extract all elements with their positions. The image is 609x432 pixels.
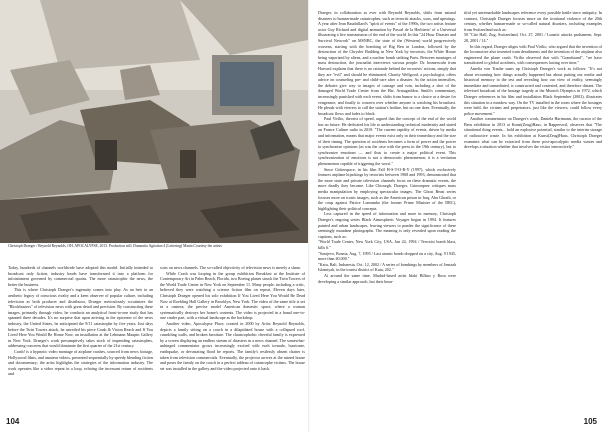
caption-quote: "Katu, Bali, Indonesia, Oct. 12, 2002 / A series of bombings by members of Jemaah Islamiyah, in the tourist district of Kuta, 202." <box>318 261 456 273</box>
page-number-left: 104 <box>6 417 20 426</box>
caption-quote: "Sarajevo, Bosnia, Aug. 7, 1995 / Last atomic bomb dropped on a city, Aug. 9 1945, more than 40,000." <box>318 250 456 262</box>
page-number-right: 105 <box>583 417 597 426</box>
paragraph: Draeger, in collaboration as ever with Reynold Reynolds, shifts from natural disasters to human-made catastrophes, such as terrorist attacks, wars, and uprisings. A year after Jean Baudrillard's "spirit of events" of the 1990s, the two artists feature actor Guy Richard and digital animation by Pascal de la Herbierie' of a Universal illustrating a live transmission of the end of the world. In this "24 Hour Disaster and Survival Network" on MSNBC, the state of the (Western) world progressively worsens, starting with the bombing of Big Ben in London, followed by the destruction of the Chrysler Building in New York by terrorists, the White House being vaporized by aliens, and a nuclear bomb striking Paris. Between montages of mass destruction, the journalist interviews various people: Dr. Immerwahr from Harvard explains that there is no rationale behind the terrorists' actions, simply that they are "evil" and should be eliminated; Charity Wellgood, a psychologist, offers advice on counseling pre- and child-care after a disaster. As the action intensifies, the debates give way to images of carnage and ruin, including a shot of the damaged World Trade Center from the Hat. Armageddon. Smith's commentary, increasingly panicked with each event, shifts from humor to a choice or a desire for vengeance, and finally to concern over whether anyone is watching his broadcast. He pleads with viewers to call the station's hotline, but no one does. Eventually, the broadcast flows and fades to black. <box>318 10 456 116</box>
paragraph: Paul Virilio, theorist of speed, argued that the concept of the end of the world has no future. He dedicated his life to understanding technical modernity and stated on France Culture radio in 2010: "The current rapidity of events, driven by media and information, means that major events exist only in their immediacy and the size of their timing. The question of accidents becomes a form of power and the power to synchronize opinions (as was the case with the press in the 19th century), but to synchronize emotions — and thus to create a major political event. This synchronization of emotions is not a democratic phenomenon; it is a veritarian phenomenon capable of triggering the worst." <box>318 116 456 167</box>
photo-illustration <box>0 0 308 243</box>
paragraph: Amelia von Trauhe sums up Christoph Draeger's work as follows: "It's not about recounting how things actually happened but about putting our media and historical memory to the test and revealing how our view of reality, seemingly immediate and unmediated, is constructed and contested, and therefore distant. The televised broadcast of the hostage tragedy at the Munich Olympics in 1972, which Draeger references in his film and installation Black September (2002), illustrates this situation in a meadow way. On the TV installed in the room where the hostages were held, the victims and perpetrators, just like the viewers, could follow every police movement." <box>464 65 602 116</box>
paragraph: Another video, Apocalypse Place, created in 2000 by Artist Reynold Reynolds, depicts a family sitting on a couch in a dilapidated house with a collapsed roof, crumbling walls, and broken furniture. The claustrophobic cheerful family is expressed by a screen displaying an endless stream of disasters in a news channel. The somewhat-unhinged commentator grows increasingly excited with each tornado, hurricane, earthquake, or devastating flood he reports. The family's restlessly absent chatter is taken from television commercials. Eventually, the projector arrives at the ruined house and poses the family on the couch in a perfect tableau of catastrophe victims. The house set was installed in the gallery and the video projected onto it back. <box>160 320 305 371</box>
paragraph: Since Götterspace, in his film Fall H-S-T-O-R-Y (1997), which exclusively features airplane hijackings by terrorists between 1968 and 1993, demonstrated that the more state and private television channels focus on these dramatic events, the more deadly they become. Like Chtourgh, Draeger, Grimonprez critiques mass media manipulation by employing spectacular images. The Ghost Beast series focuses more on iconic images, such as the American prison in Iraq, Abu Ghraib, or the coup against Patrice Lumumba (the former Prime Minister of the DRC), highlighting their political concepts. <box>318 166 456 211</box>
caption-quote: "World Trade Center, New York City, USA, Jan 24, 1994 / Terrorist bomb blast, kills 6." <box>318 239 456 250</box>
paragraph: Less captured in the speed of information and more in memory, Christoph Draeger's ongoing series Black Atmospheric Voyager began in 1994. It features painted and urban landscapes, leaving viewers to ponder the significance of these seemingly mundane photographs. The meaning is only revealed upon reading the captions, such as: <box>318 211 456 239</box>
book-gutter <box>308 0 310 432</box>
column-left-2 <box>160 265 305 371</box>
column-right-2 <box>464 10 602 150</box>
paragraph: In this regard, Draeger aligns with Paul Virilio, who argued that the invention of the locomotive also invented train derailments and the invention of the airplane also engineered the plane crash. Virilio observed that with "Grandstand", "we have transitioned to global accidents, with consequences lasting over time." <box>464 43 602 66</box>
paragraph: This is where Christoph Draeger's ingenuity comes into play. As an heir to an aesthetic legacy of conscious rivalry and a keen observer of popular culture, including television as both producer and distributor, Draeger meticulously scrutinizes the "Blockbusters" of television news with great detail and precision. By constructing these images, primarily through video, he conducts an analytical front-to-one study that has spanned three decades. It's no surprise that upon arriving in the epicenter of the news industry, the United States, he anticipated the 9/11 catastrophe by five years. Just days before the Twin Towers attack, he unveiled his piece Crash & Vision Reach and If You Lived Here You Would Be Home Now, an installation at the Lehmann Maupin Gallery in New York. Draeger's work presumptively takes stock of impending catastrophes, addressing concerns that would dominate the first quarter of the 21st century. <box>8 287 153 349</box>
column-right-1 <box>318 10 456 284</box>
paragraph: While Crash was looping in the group exhibition Breakfast at the Institute of Contemporary Art in Palm Beach, Florida, two Boeing planes struck the Twin Towers of the World Trade Center in New York on September 11. Many people, including a critic, believed they were watching a science fiction film on repeat. Eleven days later, Christoph Draeger opened his solo exhibition If You Lived Here You Would Be Dead Now at Roebling Hall Gallery in Brooklyn, New York. The video of the same title is set in a camera; the precise model American domestic space, where a woman systematically destroys her home's contents. The video is projected in a banal one-to-one cinder part, with a virtual landscape as the backdrop. <box>160 270 305 321</box>
paragraph: tiful yet unremarkable landscapes reference every possible battle since antiquity. In contrast, Christoph Draeger focuses more on the irrational violence of the 20th century, whether human-made or so-called natural disasters, including examples from Switzerland such as: <box>464 10 602 32</box>
paragraph: Today, hundreds of channels worldwide have adopted this model. Initially intended to broadcast only fiction, industry heads have transformed it into a platform for infotainment governed by commercial quotas. The more catastrophic the news, the better the business. <box>8 265 153 287</box>
paragraph: Crash! is a hypnotic video montage of airplane crashes, sourced from news footage, Hollywood films, and amateur videos, presented sequentially by speedy blending fiction and documentary; the artist highlights the strategies of the information industry. The work operates like a video repeat in a loop, echoing the incessant return of accidents and <box>8 348 153 377</box>
photo-caption: Christoph Draeger / Reynold Reynolds, OH, APOCALYPSE, 2013. Production still, Damnatio Agitation 4 (Lettering) Mania Courtesy the artists <box>8 244 222 248</box>
caption-quote: 50 "Cite Hall, Zug, Switzerland, Oct. 27, 2001 / Lunatic attacks parliament, Sept. 28, 2001 / 14." <box>464 32 602 43</box>
installation-photo <box>0 0 308 243</box>
paragraph: wars on news channels. The so-called objectivity of television news is merely a sham. <box>160 265 301 270</box>
column-left-1 <box>8 265 153 377</box>
paragraph: Another commentator on Draeger's work, Daniela Hartmann, the curator of the Bern exhibition in 2013 at Kunst(Zeug)Haus, in Rapperswil, observes that "The situational thing events... hold an explosive potential, similar to the interim storage of radioactive waste. In his exhibition at Kunst(Zeug)Haus, Christoph Draeger examines what can be extracted from these post-apocalyptic media wastes and develops a situation whether that involves the visitor interactively." <box>464 116 602 150</box>
paragraph: At around the same time, Madrid-based artist Iñaki Bilbao y Rosa were developing a similar approach, but their beau- <box>318 272 456 284</box>
